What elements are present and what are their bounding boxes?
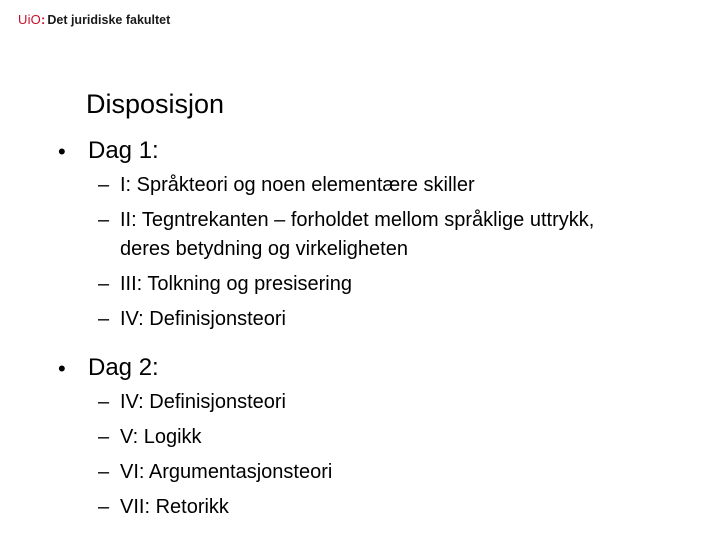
slide-title: Disposisjon <box>86 89 225 119</box>
day-label: Dag 1: <box>88 137 159 164</box>
day-label: Dag 2: <box>88 354 159 381</box>
topic-item <box>0 305 720 340</box>
day-heading <box>0 350 720 388</box>
topic-item <box>0 388 720 423</box>
topic-text: IV: Definisjonsteori <box>120 391 286 413</box>
dash-icon: – <box>98 308 110 330</box>
dash-icon: – <box>98 496 110 518</box>
faculty-name: Det juridiske fakultet <box>47 13 171 27</box>
topic-item <box>0 206 720 270</box>
dash-icon: – <box>98 209 110 231</box>
topic-text: II: Tegntrekanten – forholdet mellom språklige uttrykk, deres betydning og virkeligheten <box>120 209 595 260</box>
dash-icon: – <box>98 273 110 295</box>
topic-text: III: Tolkning og presisering <box>120 273 352 295</box>
topic-text: VI: Argumentasjonsteori <box>120 461 333 483</box>
topic-list <box>0 171 720 340</box>
bullet-icon: • <box>58 356 66 381</box>
faculty-logo <box>18 12 170 28</box>
bullet-icon: • <box>58 139 66 164</box>
topic-text: IV: Definisjonsteori <box>120 308 286 330</box>
topic-text: V: Logikk <box>120 426 202 448</box>
dash-icon: – <box>98 174 110 196</box>
topic-list <box>0 388 720 528</box>
agenda-list <box>0 133 720 538</box>
topic-item <box>0 423 720 458</box>
logo-separator: : <box>41 12 46 27</box>
topic-item <box>0 458 720 493</box>
day-section <box>0 133 720 340</box>
dash-icon: – <box>98 391 110 413</box>
uio-logo-text: UiO <box>18 12 41 27</box>
topic-item <box>0 171 720 206</box>
dash-icon: – <box>98 461 110 483</box>
topic-item <box>0 493 720 528</box>
dash-icon: – <box>98 426 110 448</box>
topic-text: I: Språkteori og noen elementære skiller <box>120 174 475 196</box>
day-heading <box>0 133 720 171</box>
topic-item <box>0 270 720 305</box>
topic-text: VII: Retorikk <box>120 496 229 518</box>
day-section <box>0 350 720 528</box>
